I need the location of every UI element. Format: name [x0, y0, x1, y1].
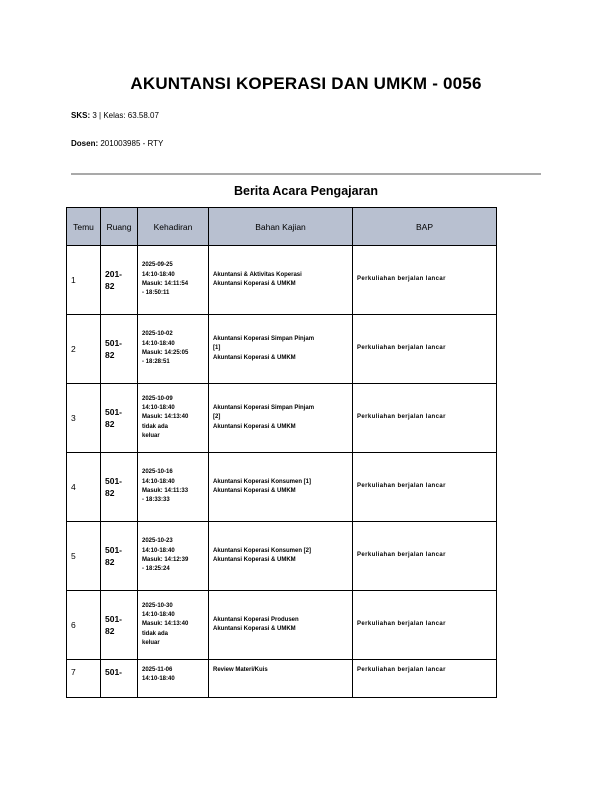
cell-bap: Perkuliahan berjalan lancar: [353, 660, 497, 698]
cell-ruang: 501- 82: [101, 453, 138, 522]
cell-kehadiran: 2025-10-09 14:10-18:40 Masuk: 14:13:40 tidak ada keluar: [138, 384, 209, 453]
cell-kehadiran: 2025-10-16 14:10-18:40 Masuk: 14:11:33 - 18:33:33: [138, 453, 209, 522]
sks-label: SKS:: [71, 111, 91, 120]
table-row: [67, 246, 497, 315]
sks-value: 3 | Kelas: 63.58.07: [92, 111, 159, 120]
table-row: [67, 315, 497, 384]
cell-bahan-kajian: Akuntansi Koperasi Konsumen [1] Akuntansi Koperasi & UMKM: [209, 453, 353, 522]
cell-bap: Perkuliahan berjalan lancar: [353, 522, 497, 591]
table-row: [67, 453, 497, 522]
cell-bap: Perkuliahan berjalan lancar: [353, 246, 497, 315]
table-row: [67, 660, 497, 698]
cell-temu: 4: [67, 453, 101, 522]
cell-kehadiran: 2025-11-06 14:10-18:40: [138, 660, 209, 698]
cell-kehadiran: 2025-09-25 14:10-18:40 Masuk: 14:11:54 - 18:50:11: [138, 246, 209, 315]
cell-ruang: 501- 82: [101, 522, 138, 591]
cell-ruang: 501- 82: [101, 384, 138, 453]
sks-line: [71, 111, 159, 120]
section-title: Berita Acara Pengajaran: [233, 184, 379, 198]
cell-ruang: 501-: [101, 660, 138, 698]
cell-ruang: 501- 82: [101, 315, 138, 384]
cell-bahan-kajian: Akuntansi & Aktivitas Koperasi Akuntansi Koperasi & UMKM: [209, 246, 353, 315]
cell-bap: Perkuliahan berjalan lancar: [353, 591, 497, 660]
cell-bahan-kajian: Akuntansi Koperasi Simpan Pinjam [1] Akuntansi Koperasi & UMKM: [209, 315, 353, 384]
cell-bahan-kajian: Akuntansi Koperasi Produsen Akuntansi Koperasi & UMKM: [209, 591, 353, 660]
cell-temu: 2: [67, 315, 101, 384]
page-title: AKUNTANSI KOPERASI DAN UMKM - 0056: [130, 74, 482, 93]
cell-bahan-kajian: Akuntansi Koperasi Konsumen [2] Akuntansi Koperasi & UMKM: [209, 522, 353, 591]
cell-kehadiran: 2025-10-23 14:10-18:40 Masuk: 14:12:39 - 18:25:24: [138, 522, 209, 591]
table-row: [67, 591, 497, 660]
cell-bap: Perkuliahan berjalan lancar: [353, 453, 497, 522]
table-header-row: [67, 208, 497, 246]
dosen-value: 201003985 - RTY: [100, 139, 164, 148]
cell-temu: 6: [67, 591, 101, 660]
cell-bahan-kajian: Akuntansi Koperasi Simpan Pinjam [2] Akuntansi Koperasi & UMKM: [209, 384, 353, 453]
header-kehadiran: Kehadiran: [138, 208, 209, 246]
cell-temu: 5: [67, 522, 101, 591]
bap-table: [66, 207, 497, 698]
header-bap: BAP: [353, 208, 497, 246]
cell-kehadiran: 2025-10-30 14:10-18:40 Masuk: 14:13:40 tidak ada keluar: [138, 591, 209, 660]
cell-temu: 1: [67, 246, 101, 315]
cell-kehadiran: 2025-10-02 14:10-18:40 Masuk: 14:25:05 - 18:28:51: [138, 315, 209, 384]
header-bahan-kajian: Bahan Kajian: [209, 208, 353, 246]
cell-bap: Perkuliahan berjalan lancar: [353, 315, 497, 384]
table-row: [67, 522, 497, 591]
cell-ruang: 201- 82: [101, 246, 138, 315]
divider: [71, 173, 541, 175]
cell-bap: Perkuliahan berjalan lancar: [353, 384, 497, 453]
cell-ruang: 501- 82: [101, 591, 138, 660]
cell-temu: 7: [67, 660, 101, 698]
cell-bahan-kajian: Review Materi/Kuis: [209, 660, 353, 698]
dosen-label: Dosen:: [71, 139, 99, 148]
cell-temu: 3: [67, 384, 101, 453]
header-temu: Temu: [67, 208, 101, 246]
table-row: [67, 384, 497, 453]
dosen-line: [71, 139, 163, 148]
header-ruang: Ruang: [101, 208, 138, 246]
